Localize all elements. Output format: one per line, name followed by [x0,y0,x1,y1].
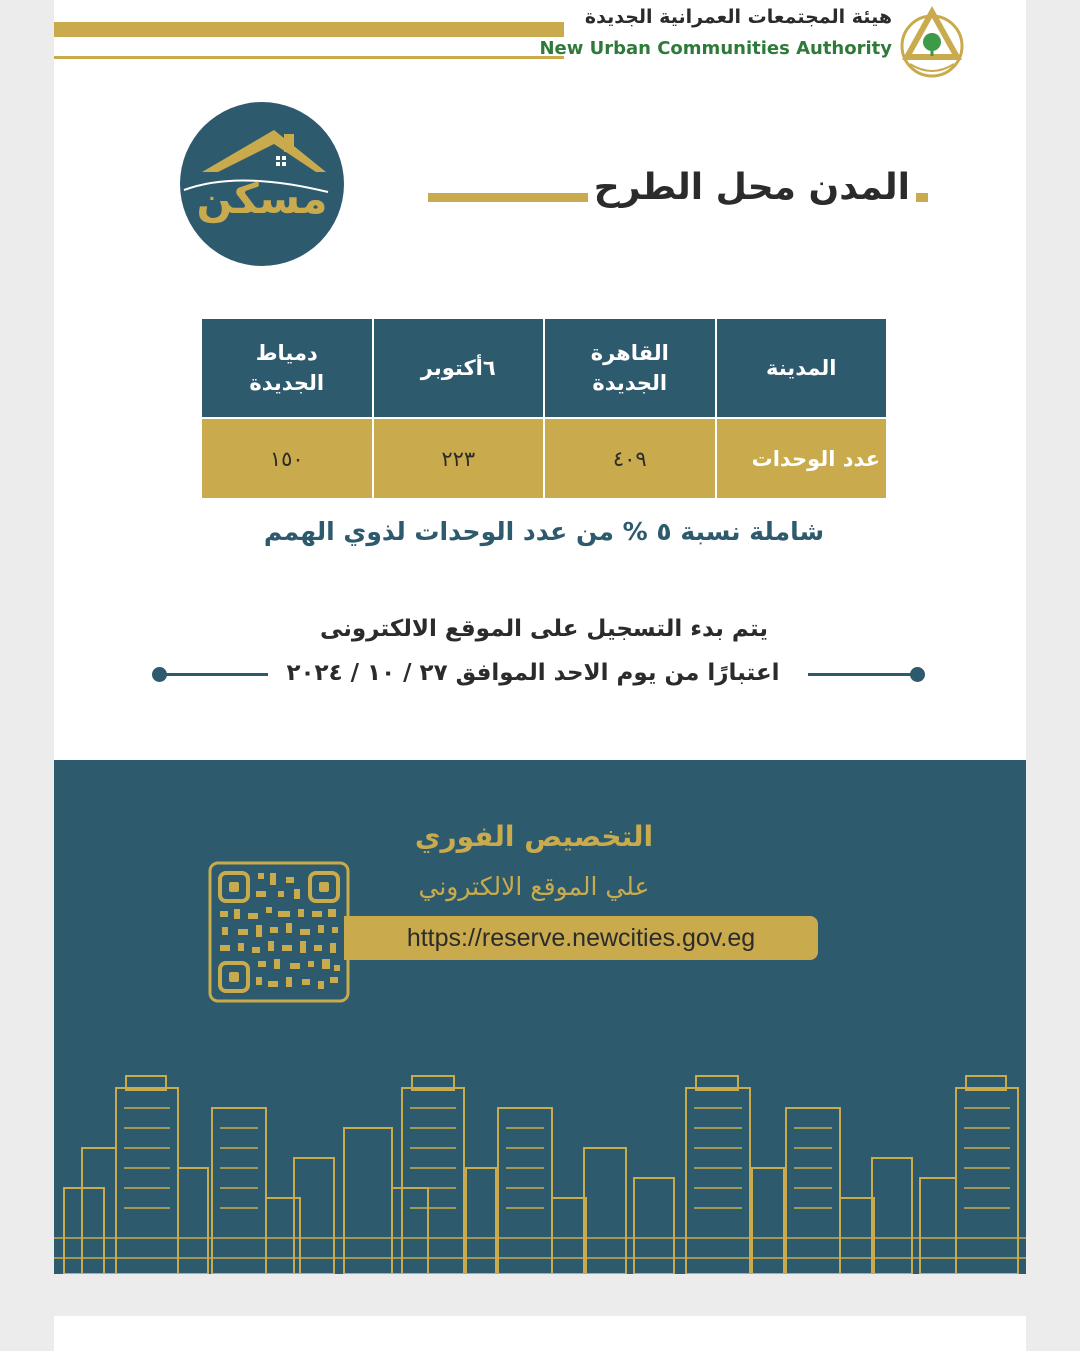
qr-code-icon[interactable] [208,861,350,1003]
date-dot-left [152,667,167,682]
maskan-badge [178,100,346,268]
units-cell: ٤٠٩ [544,418,716,499]
panel-subtitle: علي الموقع الالكتروني [418,872,650,901]
page-title: المدن محل الطرح [588,166,916,210]
header-gold-bar [54,22,564,37]
org-name-english: New Urban Communities Authority [539,38,892,59]
units-cell: ١٥٠ [201,418,373,499]
panel-title: التخصيص الفوري [414,820,654,853]
units-cell: ٢٢٣ [373,418,545,499]
registration-line-1: يتم بدء التسجيل على الموقع الالكترونى [319,616,768,642]
reservation-url-link[interactable]: https://reserve.newcities.gov.eg [344,916,818,960]
date-divider-left [164,673,268,676]
city-skyline-illustration [54,1068,1026,1274]
table-units-row [201,418,887,499]
header-gold-line [54,56,564,59]
instant-allocation-panel [54,760,1026,1274]
city-cell: ٦أكتوبر [373,318,545,418]
maskan-label: مسكن [196,174,328,223]
row-label-cell: عدد الوحدات [716,418,888,499]
city-cell: دمياط الجديدة [201,318,373,418]
city-cell: القاهرة الجديدة [544,318,716,418]
next-card-edge [54,1316,1026,1351]
announcement-card [54,0,1026,1274]
header-label-cell: المدينة [716,318,888,418]
accessibility-note: شاملة نسبة ٥ % من عدد الوحدات لذوي الهمم [263,517,825,546]
units-table [200,317,888,500]
nuca-logo-icon [896,2,968,80]
org-name-arabic: هيئة المجتمعات العمرانية الجديدة [584,6,892,28]
date-dot-right [910,667,925,682]
registration-line-2: اعتبارًا من يوم الاحد الموافق ٢٧ / ١٠ / ٢٠٢٤ [286,660,780,686]
table-header-row [201,318,887,418]
date-divider-right [808,673,916,676]
